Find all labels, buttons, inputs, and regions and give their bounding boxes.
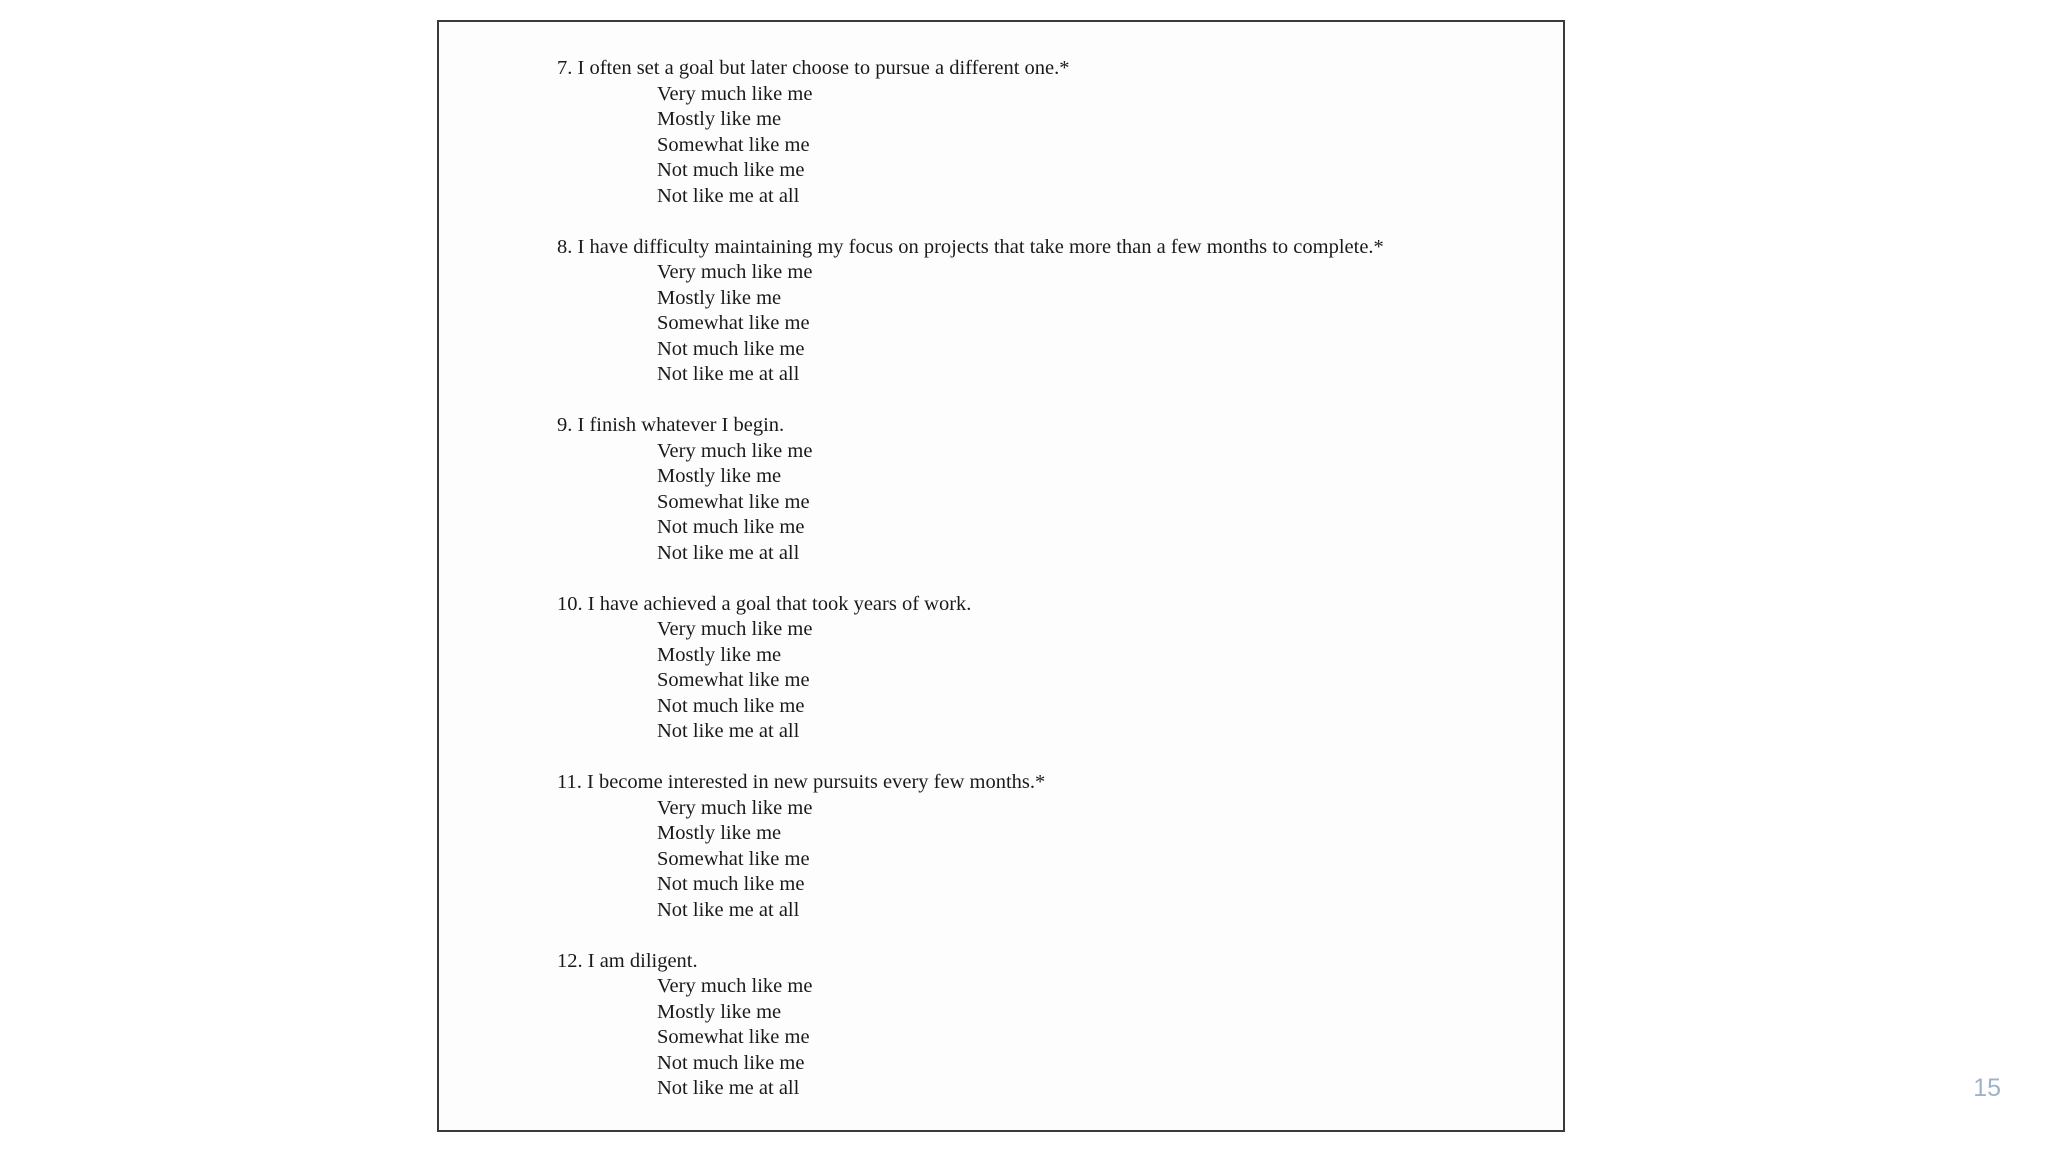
question-item <box>557 770 1437 923</box>
answer-option: Not much like me <box>657 1051 805 1074</box>
answer-option: Not much like me <box>657 694 805 717</box>
question-text: 9. I finish whatever I begin. <box>557 414 785 436</box>
answer-option: Not like me at all <box>657 541 800 564</box>
question-text: 11. I become interested in new pursuits every few months.* <box>557 771 1046 793</box>
question-text: 12. I am diligent. <box>557 949 698 972</box>
document-scan <box>437 20 1565 1132</box>
answer-option: Mostly like me <box>657 643 782 666</box>
question-item <box>557 949 1437 1102</box>
answer-option: Very much like me <box>657 975 813 997</box>
answer-option: Somewhat like me <box>657 133 810 156</box>
answer-options <box>557 260 1437 388</box>
answer-option: Mostly like me <box>657 822 782 844</box>
answer-option: Not much like me <box>657 873 805 895</box>
answer-option: Somewhat like me <box>657 312 810 334</box>
question-text: 8. I have difficulty maintaining my focus on projects that take more than a few months to complete.* <box>557 235 1384 258</box>
answer-option: Somewhat like me <box>657 847 810 870</box>
answer-option: Very much like me <box>657 261 813 283</box>
answer-option: Not like me at all <box>657 898 800 921</box>
answer-option: Somewhat like me <box>657 490 810 513</box>
answer-option: Mostly like me <box>657 465 782 487</box>
answer-option: Not like me at all <box>657 363 800 385</box>
answer-option: Not like me at all <box>657 184 800 207</box>
answer-option: Somewhat like me <box>657 1026 810 1048</box>
question-item <box>557 592 1437 745</box>
answer-option: Not like me at all <box>657 720 800 742</box>
answer-options <box>557 439 1437 567</box>
question-item <box>557 413 1437 566</box>
answer-option: Mostly like me <box>657 1000 782 1023</box>
answer-option: Not like me at all <box>657 1077 800 1099</box>
questionnaire <box>557 56 1437 1127</box>
answer-option: Not much like me <box>657 337 805 360</box>
answer-option: Very much like me <box>657 618 813 640</box>
question-text: 10. I have achieved a goal that took years of work. <box>557 592 972 615</box>
page-number: 15 <box>1973 1074 2001 1102</box>
answer-options <box>557 617 1437 745</box>
answer-options <box>557 974 1437 1102</box>
answer-option: Very much like me <box>657 796 813 819</box>
answer-option: Very much like me <box>657 439 813 462</box>
answer-option: Somewhat like me <box>657 669 810 691</box>
answer-option: Mostly like me <box>657 286 782 309</box>
answer-option: Not much like me <box>657 159 805 181</box>
answer-options <box>557 82 1437 210</box>
question-item <box>557 56 1437 209</box>
question-text: 7. I often set a goal but later choose to pursue a different one.* <box>557 57 1070 79</box>
answer-options <box>557 796 1437 924</box>
answer-option: Very much like me <box>657 82 813 105</box>
answer-option: Mostly like me <box>657 108 782 130</box>
answer-option: Not much like me <box>657 516 805 538</box>
question-item <box>557 235 1437 388</box>
